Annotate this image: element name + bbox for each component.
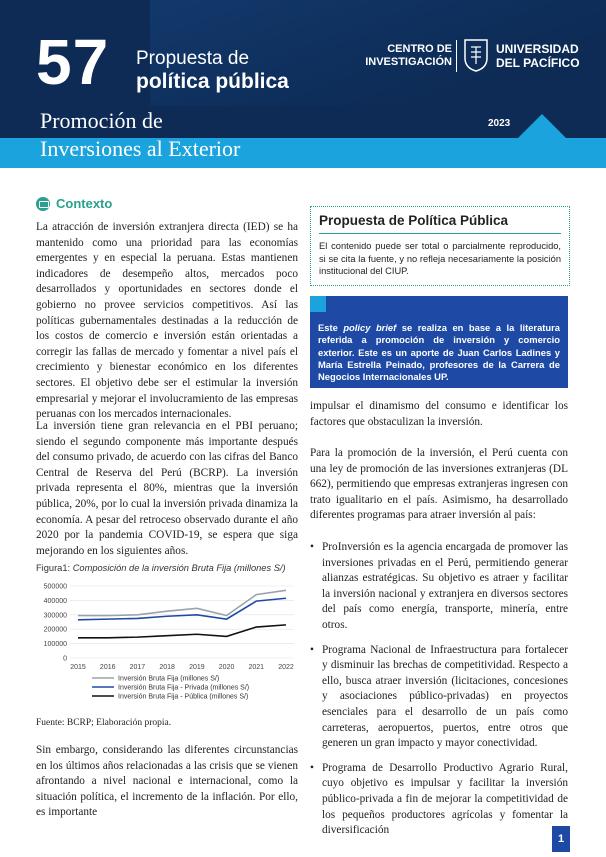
programs-list xyxy=(310,540,568,848)
series-label-line1: Propuesta de xyxy=(136,48,250,69)
document-title-line1: Promoción de xyxy=(40,108,163,133)
policy-box-title: Propuesta de Política Pública xyxy=(319,213,509,228)
university-logo-text xyxy=(496,42,580,70)
right-paragraph-1: impulsar el dinamismo del consumo e identificar los factores que obstaculizan la inversión. xyxy=(310,400,568,428)
x-tick-label: 2021 xyxy=(248,664,265,671)
ciup-logo-text xyxy=(352,43,452,69)
section-heading-contexto xyxy=(36,196,112,211)
brief-text-italic: policy brief xyxy=(343,322,397,333)
context-paragraph-3: Sin embargo, considerando las diferentes circunstancias en los últimos años relacionadas a las crisis que se vienen afrontando a nivel nacional e internacional, como la situación política, el incremento de la inflación. Por ello, es importante xyxy=(36,744,298,819)
logo-divider xyxy=(456,40,457,72)
legend-label: Inversión Bruta Fija (millones S/) xyxy=(118,675,220,683)
x-tick-label: 2017 xyxy=(129,664,146,671)
title-band-peak xyxy=(518,114,566,138)
ciup-line1: CENTRO DE xyxy=(387,43,452,55)
context-paragraph-1: La atracción de inversión extranjera directa (IED) se ha mantenido como una prioridad para las economías emergentes y en especial la peruana. Estas mantienen indicadores de desempeño altos, mercados poco desarrollados y oportunidades en sectores donde el gobierno no provee servicios competitivos. Así las políticas gubernamentales destinadas a la reducción de los costos de comercio e inversión están orientadas a corregir las fallas de mercado y fomentar a nivel país el crecimiento y bienestar económico en los diferentes sectores. El objetivo debe ser el estimular la inversión empresarial y mejorar el involucramiento de las empresas peruanas con los mercados internacionales. xyxy=(36,221,298,421)
policy-box-text: El contenido puede ser total o parcialmente reproducido, si se cita la fuente, y no refleja necesariamente la posición institucional del CIUP. xyxy=(319,241,561,276)
issue-number: 57 xyxy=(36,26,110,98)
figure-caption-title: Composición de la inversión Bruta Fija (millones S/) xyxy=(72,563,286,573)
brief-text-rest: se realiza en base a la literatura referida a promoción de inversión y comercio exterior. Este es un aporte de Juan Carlos Ladines y María Estrella Peinado, profesores de la Carrera de Negocios Internacionales UP. xyxy=(318,322,560,383)
brief-text-start: Este xyxy=(318,322,344,333)
list-item: • ProInversión es la agencia encargada de promover las inversiones privadas en el Perú, permitiendo generar alianzas estratégicas. Su objetivo es atraer y facilitar la inversión nacional y extranjera en diversos sectores del país como energía, transporte, minería, entre otros. xyxy=(310,540,568,634)
document-title-line2: Inversiones al Exterior xyxy=(40,136,241,161)
section-heading-label: Contexto xyxy=(56,196,113,211)
right-paragraph-2: Para la promoción de la inversión, el Perú cuenta con una ley de promoción de las inversiones extranjeras (DL 662), permitiendo que empresas extranjeras ingresen con trato igualitario en el país. Asimismo, ha desarrollado diferentes programas para atraer inversión al país: xyxy=(310,447,568,522)
y-tick-label: 200000 xyxy=(43,626,67,634)
page-number: 1 xyxy=(552,826,570,852)
publication-year: 2023 xyxy=(488,118,511,129)
policy-brief-box xyxy=(310,296,568,388)
series-label-line2: política pública xyxy=(136,70,289,93)
list-item: • Programa de Desarrollo Productivo Agrario Rural, cuyo objetivo es impulsar y facilitar la inversión público-privada a fin de mejorar la competitividad de los pequeños productores agrícolas y fomentar la diversificación xyxy=(310,761,568,839)
context-paragraph-2: La inversión tiene gran relevancia en el PBI peruano; siendo el segundo componente más importante después del consumo privado, de acuerdo con las cifras del Banco Central de Reserva del Perú (BCRP). La inversión privada representa el 80%, mientras que la inversión pública, 20%, por lo cual la inversión privada dinamiza la economía. A pesar del retroceso observado durante el año 2020 por la pandemia COVID-19, se espera que siga mejorando en los siguientes años. xyxy=(36,420,298,557)
x-tick-label: 2022 xyxy=(278,664,294,671)
chat-bubble-icon xyxy=(36,197,50,211)
investment-line-chart xyxy=(36,578,300,708)
list-item: • Programa Nacional de Infraestructura para fortalecer y disminuir las brechas de competitividad. Respecto a ello, busca atraer inversión (licitaciones, concesiones y asociaciones público-privadas) en proyectos esenciales para el desarrollo de un país como carreteras, aeropuertos, puertos, entre otros que generen un gran impacto y mayor conectividad. xyxy=(310,643,568,752)
x-tick-label: 2018 xyxy=(159,664,175,671)
policy-brief-tab xyxy=(310,296,326,312)
x-tick-label: 2015 xyxy=(70,664,86,671)
figure-source: Fuente: BCRP; Elaboración propia. xyxy=(36,718,172,728)
figure-caption-prefix: Figura1: xyxy=(36,563,71,573)
figure-caption xyxy=(36,563,286,573)
policy-brief-text xyxy=(318,322,560,383)
legend-label: Inversión Bruta Fija - Pública (millones S/) xyxy=(118,693,249,701)
university-seal-icon xyxy=(462,38,490,72)
ciup-line2: INVESTIGACIÓN xyxy=(365,56,452,68)
y-tick-label: 400000 xyxy=(43,597,67,605)
university-line1: UNIVERSIDAD xyxy=(496,42,579,56)
x-tick-label: 2016 xyxy=(99,664,116,671)
policy-box-divider xyxy=(319,233,561,234)
university-line2: DEL PACÍFICO xyxy=(496,56,580,70)
series-line xyxy=(78,625,286,638)
y-tick-label: 300000 xyxy=(43,612,67,620)
y-tick-label: 100000 xyxy=(43,641,67,649)
y-tick-label: 500000 xyxy=(43,583,67,591)
policy-proposal-box xyxy=(310,206,570,286)
header-banner xyxy=(0,0,606,168)
y-tick-label: 0 xyxy=(63,655,67,663)
x-tick-label: 2020 xyxy=(218,664,235,671)
legend-label: Inversión Bruta Fija - Privada (millones S/) xyxy=(118,684,250,692)
x-tick-label: 2019 xyxy=(189,664,205,671)
